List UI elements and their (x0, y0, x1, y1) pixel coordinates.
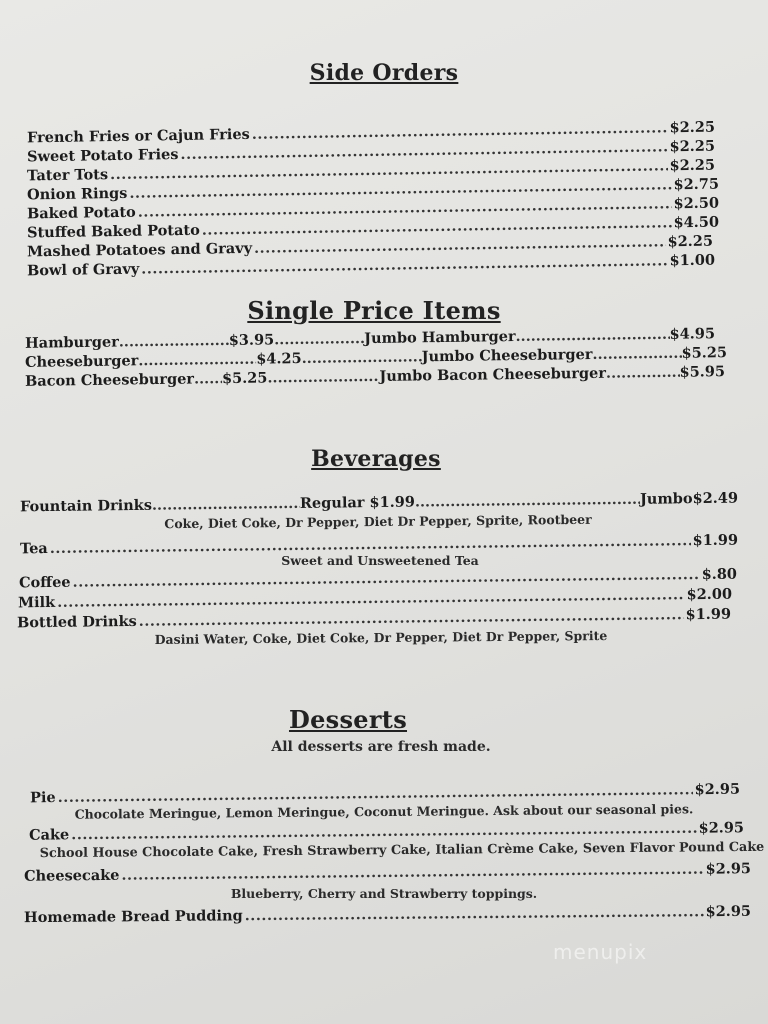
jumbo-name: Jumbo Cheeseburger (421, 345, 593, 366)
side-item-name: Tater Tots (26, 166, 109, 185)
item-price: $5.25 (221, 369, 268, 388)
side-item-price: $2.50 (673, 194, 720, 213)
item-price: $4.25 (256, 350, 302, 368)
desserts-heading: Desserts (288, 705, 408, 734)
milk-name: Milk (17, 593, 56, 612)
bottled-note: Dasini Water, Coke, Diet Coke, Dr Pepper, Diet Dr Pepper, Sprite (154, 628, 608, 647)
side-item-price: $2.25 (669, 118, 716, 137)
side-item-price: $2.75 (673, 175, 720, 194)
beverages-heading: Beverages (311, 446, 441, 472)
item-name: Bacon Cheeseburger (24, 370, 195, 390)
side-item-name: Sweet Potato Fries (26, 146, 179, 166)
tea-price: $1.99 (692, 531, 739, 550)
side-item-name: Stuffed Baked Potato (26, 221, 200, 242)
tea-name: Tea (19, 540, 48, 558)
cheesecake-price: $2.95 (705, 860, 752, 878)
side-item-price: $2.25 (669, 137, 716, 156)
pie-note: Chocolate Meringue, Lemon Meringue, Coconut Meringue. Ask about our seasonal pies. (74, 801, 694, 822)
cake-note: School House Chocolate Cake, Fresh Strawberry Cake, Italian Crème Cake, Seven Flavor Pound Cake (39, 839, 765, 862)
cheesecake-name: Cheesecake (23, 866, 120, 885)
side-item-price: $1.00 (669, 251, 716, 270)
item-price: $3.95 (228, 331, 275, 349)
pudding-name: Homemade Bread Pudding (23, 907, 243, 927)
jumbo-price: $4.95 (669, 325, 716, 343)
fountain-jumbo-label: Jumbo (639, 490, 693, 508)
bottled-price: $1.99 (685, 605, 732, 624)
pudding-price: $2.95 (705, 902, 752, 921)
cake-price: $2.95 (698, 819, 745, 837)
pie-price: $2.95 (694, 780, 741, 799)
fountain-name: Fountain Drinks (19, 496, 153, 516)
side-item-name: Mashed Potatoes and Gravy (26, 239, 253, 261)
pie-name: Pie (29, 789, 56, 807)
single-price-heading: Single Price Items (247, 296, 501, 325)
coffee-name: Coffee (18, 573, 71, 592)
coffee-price: $.80 (701, 565, 738, 584)
cake-name: Cake (28, 826, 70, 844)
jumbo-name: Jumbo Hamburger (364, 327, 516, 348)
jumbo-price: $5.95 (679, 363, 726, 381)
tea-note: Sweet and Unsweetened Tea (281, 553, 479, 568)
fountain-note: Coke, Diet Coke, Dr Pepper, Diet Dr Pepper, Sprite, Rootbeer (164, 511, 592, 532)
jumbo-name: Jumbo Bacon Cheeseburger (379, 364, 607, 385)
milk-price: $2.00 (686, 585, 733, 604)
cheesecake-row (24, 860, 751, 885)
menupix-watermark: menupix (553, 940, 648, 964)
fountain-jumbo-price: $2.49 (692, 489, 739, 508)
item-name: Cheeseburger (24, 352, 139, 371)
pudding-row (24, 903, 751, 926)
desserts-subtitle: All desserts are fresh made. (271, 739, 491, 755)
side-item-name: Bowl of Gravy (26, 260, 140, 280)
side-item-price: $4.50 (673, 213, 720, 232)
side-item-name: Onion Rings (26, 184, 128, 204)
cheesecake-note: Blueberry, Cherry and Strawberry toppings. (230, 886, 538, 901)
item-name: Hamburger (24, 333, 119, 352)
fountain-regular: Regular $1.99 (299, 493, 415, 512)
side-item-name: French Fries or Cajun Fries (26, 125, 250, 147)
side-item-name: Baked Potato (26, 203, 136, 223)
side-item-price: $2.25 (669, 156, 716, 175)
jumbo-price: $5.25 (681, 344, 728, 362)
side-item-price: $2.25 (667, 232, 714, 251)
side-orders-heading: Side Orders (309, 60, 459, 86)
bottled-name: Bottled Drinks (16, 612, 137, 632)
